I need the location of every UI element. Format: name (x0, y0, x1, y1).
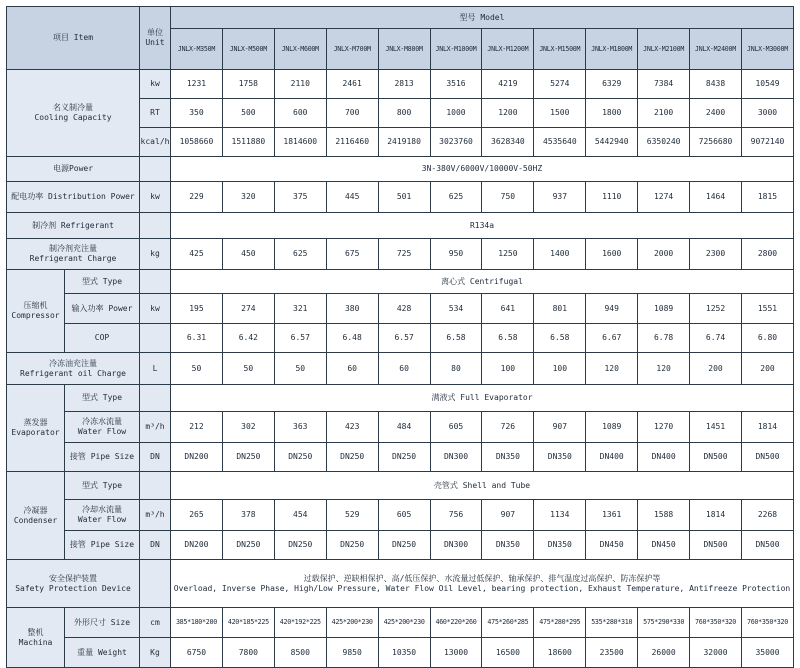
value-cell: DN500 (741, 443, 793, 472)
value-cell: 1058660 (171, 128, 223, 157)
value-cell: 378 (222, 500, 274, 531)
safety-label-cn: 安全保护装置 (49, 573, 97, 583)
value-cell: DN250 (222, 443, 274, 472)
evaporator-pipe-row (7, 443, 794, 472)
evaporator-type-value: 满液式 Full Evaporator (171, 385, 794, 412)
distribution-label: 配电功率 Distribution Power (7, 182, 140, 213)
value-cell: 7800 (222, 638, 274, 668)
value-cell: 5274 (534, 70, 586, 99)
value-cell: DN200 (171, 531, 223, 560)
value-cell: 500 (222, 99, 274, 128)
value-cell: 321 (274, 294, 326, 324)
unit-cell: kw (140, 294, 171, 324)
value-cell: 420*185*225 (222, 608, 274, 638)
value-cell: 32000 (690, 638, 742, 668)
value-cell: 4219 (482, 70, 534, 99)
value-cell: 1134 (534, 500, 586, 531)
value-cell: DN500 (690, 531, 742, 560)
evaporator-label-cn: 蒸发器 (23, 418, 48, 427)
condenser-flow-row (7, 500, 794, 531)
value-cell: 460*220*260 (430, 608, 482, 638)
value-cell: 2100 (638, 99, 690, 128)
evaporator-flow-row (7, 412, 794, 443)
value-cell: 575*290*330 (638, 608, 690, 638)
value-cell: 605 (378, 500, 430, 531)
oil-row (7, 353, 794, 385)
compressor-cop-label: COP (65, 324, 140, 353)
value-cell: 2461 (326, 70, 378, 99)
unit-cell: kg (140, 239, 171, 270)
value-cell: 800 (378, 99, 430, 128)
value-cell: 120 (638, 353, 690, 385)
value-cell: DN400 (638, 443, 690, 472)
value-cell: 50 (222, 353, 274, 385)
item-header-en: Item (73, 33, 94, 42)
safety-label (7, 560, 140, 608)
value-cell: 60 (378, 353, 430, 385)
model-name-cell: JNLX-M600M (274, 29, 326, 70)
value-cell: 950 (430, 239, 482, 270)
value-cell: 4535640 (534, 128, 586, 157)
value-cell: 454 (274, 500, 326, 531)
unit-cell: kw (140, 70, 171, 99)
power-value: 3N-380V/6000V/10000V-50HZ (171, 157, 794, 182)
condenser-pipe-row (7, 531, 794, 560)
value-cell: 428 (378, 294, 430, 324)
compressor-cop-row (7, 324, 794, 353)
model-name-cell: JNLX-M700M (326, 29, 378, 70)
value-cell: 13000 (430, 638, 482, 668)
value-cell: 445 (326, 182, 378, 213)
power-label: 电源Power (7, 157, 140, 182)
value-cell: 200 (690, 353, 742, 385)
value-cell: 9850 (326, 638, 378, 668)
value-cell: 1200 (482, 99, 534, 128)
value-cell: 3516 (430, 70, 482, 99)
unit-cell (140, 472, 171, 500)
value-cell: DN400 (586, 443, 638, 472)
value-cell: 2300 (690, 239, 742, 270)
value-cell: 120 (586, 353, 638, 385)
condenser-type-label: 型式 Type (65, 472, 140, 500)
value-cell: 302 (222, 412, 274, 443)
value-cell: 18600 (534, 638, 586, 668)
value-cell: 229 (171, 182, 223, 213)
value-cell: DN250 (222, 531, 274, 560)
value-cell: DN350 (534, 443, 586, 472)
value-cell: 265 (171, 500, 223, 531)
value-cell: DN250 (378, 443, 430, 472)
model-name-cell: JNLX-M1500M (534, 29, 586, 70)
value-cell: 1250 (482, 239, 534, 270)
value-cell: 6.67 (586, 324, 638, 353)
value-cell: 725 (378, 239, 430, 270)
value-cell: 60 (326, 353, 378, 385)
model-name-cell: JNLX-M1200M (482, 29, 534, 70)
value-cell: DN250 (378, 531, 430, 560)
value-cell: 1231 (171, 70, 223, 99)
value-cell: 200 (741, 353, 793, 385)
machine-size-label: 外形尺寸 Size (65, 608, 140, 638)
header-row-1 (7, 7, 794, 29)
value-cell: 760*350*320 (741, 608, 793, 638)
machine-label (7, 608, 65, 668)
unit-cell: L (140, 353, 171, 385)
power-row (7, 157, 794, 182)
unit-header-en: Unit (145, 38, 165, 47)
machine-label-en: Machina (18, 637, 53, 647)
value-cell: 1800 (586, 99, 638, 128)
value-cell: DN300 (430, 531, 482, 560)
value-cell: 380 (326, 294, 378, 324)
model-name-cell: JNLX-M3000M (741, 29, 793, 70)
value-cell: 350 (171, 99, 223, 128)
value-cell: 1451 (690, 412, 742, 443)
value-cell: 535*280*310 (586, 608, 638, 638)
unit-cell: DN (140, 443, 171, 472)
value-cell: 425*200*230 (378, 608, 430, 638)
value-cell: 423 (326, 412, 378, 443)
compressor-power-row (7, 294, 794, 324)
item-header-cn: 项目 (52, 33, 69, 42)
value-cell: DN250 (274, 443, 326, 472)
model-header (171, 7, 794, 29)
unit-cell: m³/h (140, 500, 171, 531)
value-cell: 1758 (222, 70, 274, 99)
value-cell: 212 (171, 412, 223, 443)
value-cell: 1361 (586, 500, 638, 531)
condenser-type-value: 壳管式 Shell and Tube (171, 472, 794, 500)
unit-cell (140, 385, 171, 412)
value-cell: 385*180*200 (171, 608, 223, 638)
safety-label-en: Safety Protection Device (15, 583, 131, 593)
value-cell: 6.58 (482, 324, 534, 353)
value-cell: 3628340 (482, 128, 534, 157)
value-cell: 8500 (274, 638, 326, 668)
safety-line-en: Overload, Inverse Phase, High/Low Pressure, Water Flow Oil Level, bearing protection, Exhaust Temperature, Antifreeze Protection (173, 583, 791, 593)
value-cell: 1600 (586, 239, 638, 270)
safety-line-cn: 过载保护、逆缺相保护、高/低压保护、水流量过低保护、轴承保护、排气温度过高保护、防冻保护等 (303, 573, 661, 583)
value-cell: DN350 (482, 443, 534, 472)
value-cell: DN500 (690, 443, 742, 472)
value-cell: 420*192*225 (274, 608, 326, 638)
compressor-type-value: 离心式 Centrifugal (171, 270, 794, 294)
value-cell: 363 (274, 412, 326, 443)
value-cell: 605 (430, 412, 482, 443)
unit-cell (140, 270, 171, 294)
cooling-label (7, 70, 140, 157)
unit-cell (140, 324, 171, 353)
condenser-label-cn: 冷凝器 (23, 505, 48, 515)
value-cell: 726 (482, 412, 534, 443)
value-cell: 625 (430, 182, 482, 213)
evaporator-label-en: Evaporator (11, 428, 60, 437)
value-cell: 2000 (638, 239, 690, 270)
cooling-kw-row (7, 70, 794, 99)
unit-cell (140, 213, 171, 239)
value-cell: 641 (482, 294, 534, 324)
model-header-en: Model (480, 12, 505, 22)
value-cell: 274 (222, 294, 274, 324)
value-cell: DN250 (274, 531, 326, 560)
evaporator-label (7, 385, 65, 472)
oil-label (7, 353, 140, 385)
model-name-cell: JNLX-M500M (222, 29, 274, 70)
value-cell: 1551 (741, 294, 793, 324)
value-cell: 475*260*285 (482, 608, 534, 638)
value-cell: 26000 (638, 638, 690, 668)
value-cell: 10549 (741, 70, 793, 99)
condenser-label-en: Condenser (13, 515, 58, 525)
value-cell: 801 (534, 294, 586, 324)
value-cell: 750 (482, 182, 534, 213)
value-cell: 756 (430, 500, 482, 531)
value-cell: 5442940 (586, 128, 638, 157)
value-cell: 2419180 (378, 128, 430, 157)
value-cell: 760*350*320 (690, 608, 742, 638)
value-cell: 6329 (586, 70, 638, 99)
value-cell: 50 (274, 353, 326, 385)
unit-cell: DN (140, 531, 171, 560)
value-cell: 949 (586, 294, 638, 324)
model-name-cell: JNLX-M350M (171, 29, 223, 70)
item-header (7, 7, 140, 70)
value-cell: 907 (534, 412, 586, 443)
value-cell: 2813 (378, 70, 430, 99)
unit-cell: m³/h (140, 412, 171, 443)
value-cell: 6.58 (430, 324, 482, 353)
compressor-power-label: 输入功率 Power (65, 294, 140, 324)
value-cell: 16500 (482, 638, 534, 668)
value-cell: 1000 (430, 99, 482, 128)
value-cell: 1110 (586, 182, 638, 213)
model-name-cell: JNLX-M1800M (586, 29, 638, 70)
value-cell: 625 (274, 239, 326, 270)
oil-label-cn: 冷冻油充注量 (49, 358, 97, 368)
oil-label-en: Refrigerant oil Charge (20, 368, 126, 378)
refrigerant-row (7, 213, 794, 239)
value-cell: DN250 (326, 531, 378, 560)
compressor-label (7, 270, 65, 353)
value-cell: 6.74 (690, 324, 742, 353)
value-cell: 6.78 (638, 324, 690, 353)
value-cell: 80 (430, 353, 482, 385)
cooling-label-cn: 名义制冷量 (53, 103, 93, 112)
refrigerant-label: 制冷剂 Refrigerant (7, 213, 140, 239)
condenser-flow-label (65, 500, 140, 531)
value-cell: 1814 (741, 412, 793, 443)
value-cell: 7256680 (690, 128, 742, 157)
value-cell: 1511880 (222, 128, 274, 157)
value-cell: 6.48 (326, 324, 378, 353)
unit-header (140, 7, 171, 70)
value-cell: 1500 (534, 99, 586, 128)
unit-cell: kw (140, 182, 171, 213)
value-cell: 3000 (741, 99, 793, 128)
unit-cell: Kg (140, 638, 171, 668)
machine-size-row (7, 608, 794, 638)
model-name-cell: JNLX-M2100M (638, 29, 690, 70)
value-cell: 600 (274, 99, 326, 128)
unit-cell (140, 157, 171, 182)
value-cell: 6350240 (638, 128, 690, 157)
charge-label (7, 239, 140, 270)
spec-table (6, 6, 794, 668)
charge-label-en: Refrigerant Charge (29, 254, 117, 263)
value-cell: 675 (326, 239, 378, 270)
value-cell: 425*200*230 (326, 608, 378, 638)
evaporator-flow-en: Water Flow (77, 427, 127, 436)
value-cell: DN450 (638, 531, 690, 560)
value-cell: 450 (222, 239, 274, 270)
value-cell: DN500 (741, 531, 793, 560)
unit-cell (140, 560, 171, 608)
condenser-flow-cn: 冷却水流量 (82, 505, 122, 514)
value-cell: 907 (482, 500, 534, 531)
value-cell: 3023760 (430, 128, 482, 157)
compressor-label-cn: 压缩机 (23, 301, 48, 310)
value-cell: 6.42 (222, 324, 274, 353)
evaporator-flow-cn: 冷冻水流量 (82, 417, 122, 426)
value-cell: 425 (171, 239, 223, 270)
value-cell: 2116460 (326, 128, 378, 157)
cooling-label-en: Cooling Capacity (34, 113, 112, 122)
value-cell: 1814 (690, 500, 742, 531)
value-cell: 1815 (741, 182, 793, 213)
value-cell: 1400 (534, 239, 586, 270)
value-cell: 6.31 (171, 324, 223, 353)
value-cell: 529 (326, 500, 378, 531)
value-cell: 1089 (638, 294, 690, 324)
safety-value (171, 560, 794, 608)
model-name-cell: JNLX-M800M (378, 29, 430, 70)
value-cell: 2800 (741, 239, 793, 270)
unit-cell: cm (140, 608, 171, 638)
value-cell: 1464 (690, 182, 742, 213)
value-cell: 6.57 (378, 324, 430, 353)
value-cell: 320 (222, 182, 274, 213)
value-cell: 100 (482, 353, 534, 385)
value-cell: 2400 (690, 99, 742, 128)
value-cell: 2110 (274, 70, 326, 99)
value-cell: 1270 (638, 412, 690, 443)
condenser-label (7, 472, 65, 560)
value-cell: 6750 (171, 638, 223, 668)
unit-cell: RT (140, 99, 171, 128)
value-cell: DN250 (326, 443, 378, 472)
unit-cell: kcal/h (140, 128, 171, 157)
value-cell: 1252 (690, 294, 742, 324)
evaporator-flow-label (65, 412, 140, 443)
value-cell: 35000 (741, 638, 793, 668)
evaporator-pipe-label: 接管 Pipe Size (65, 443, 140, 472)
value-cell: 50 (171, 353, 223, 385)
charge-row (7, 239, 794, 270)
model-name-cell: JNLX-M1000M (430, 29, 482, 70)
value-cell: DN300 (430, 443, 482, 472)
value-cell: 100 (534, 353, 586, 385)
machine-weight-label: 重量 Weight (65, 638, 140, 668)
compressor-type-row (7, 270, 794, 294)
value-cell: 8438 (690, 70, 742, 99)
value-cell: 10350 (378, 638, 430, 668)
value-cell: 1814600 (274, 128, 326, 157)
value-cell: 6.58 (534, 324, 586, 353)
compressor-type-label: 型式 Type (65, 270, 140, 294)
machine-label-cn: 整机 (27, 627, 44, 637)
value-cell: DN350 (534, 531, 586, 560)
value-cell: 1274 (638, 182, 690, 213)
value-cell: DN200 (171, 443, 223, 472)
distribution-row (7, 182, 794, 213)
value-cell: 2268 (741, 500, 793, 531)
value-cell: 6.57 (274, 324, 326, 353)
condenser-pipe-label: 接管 Pipe Size (65, 531, 140, 560)
value-cell: 6.80 (741, 324, 793, 353)
value-cell: 475*280*295 (534, 608, 586, 638)
model-header-cn: 型号 (459, 12, 476, 22)
value-cell: DN350 (482, 531, 534, 560)
value-cell: 484 (378, 412, 430, 443)
value-cell: 1588 (638, 500, 690, 531)
condenser-flow-en: Water Flow (77, 515, 127, 524)
compressor-label-en: Compressor (11, 311, 60, 320)
evaporator-type-label: 型式 Type (65, 385, 140, 412)
evaporator-type-row (7, 385, 794, 412)
safety-row (7, 560, 794, 608)
value-cell: DN450 (586, 531, 638, 560)
value-cell: 7384 (638, 70, 690, 99)
refrigerant-value: R134a (171, 213, 794, 239)
unit-header-cn: 单位 (147, 28, 163, 37)
value-cell: 700 (326, 99, 378, 128)
value-cell: 501 (378, 182, 430, 213)
value-cell: 9072140 (741, 128, 793, 157)
condenser-type-row (7, 472, 794, 500)
value-cell: 375 (274, 182, 326, 213)
value-cell: 1089 (586, 412, 638, 443)
value-cell: 23500 (586, 638, 638, 668)
value-cell: 937 (534, 182, 586, 213)
charge-label-cn: 制冷剂充注量 (49, 244, 97, 253)
model-name-cell: JNLX-M2400M (690, 29, 742, 70)
machine-weight-row (7, 638, 794, 668)
value-cell: 195 (171, 294, 223, 324)
value-cell: 534 (430, 294, 482, 324)
